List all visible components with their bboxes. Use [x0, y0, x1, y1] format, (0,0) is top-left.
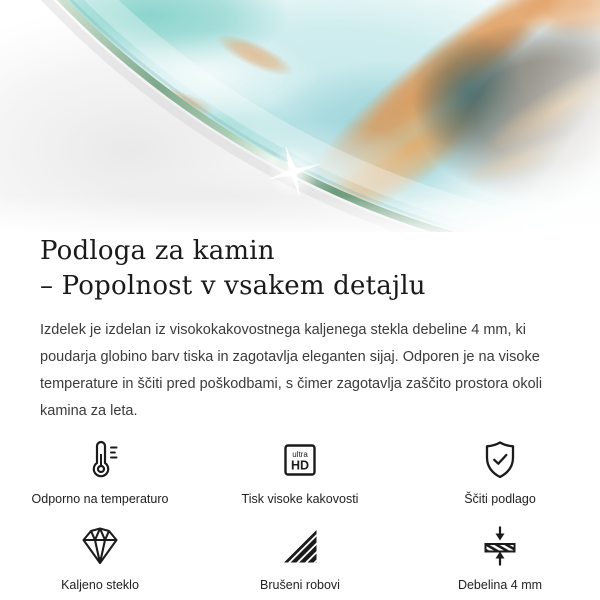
feature-label: Tisk visoke kakovosti	[241, 492, 359, 506]
feature-protects-surface	[400, 437, 600, 507]
product-info-section	[0, 234, 600, 593]
diamond-icon	[77, 523, 123, 569]
ultra-hd-icon	[277, 437, 323, 483]
beveled-edge-icon	[277, 523, 323, 569]
feature-thickness	[400, 523, 600, 593]
feature-print-quality	[200, 437, 400, 507]
title-line-1: Podloga za kamin	[40, 236, 275, 266]
feature-label: Debelina 4 mm	[457, 578, 543, 592]
feature-tempered-glass	[0, 523, 200, 593]
thermometer-icon	[77, 437, 123, 483]
feature-label: Odporno na temperaturo	[31, 492, 169, 506]
thickness-icon	[477, 523, 523, 569]
svg-text:ultra: ultra	[292, 450, 308, 459]
feature-label: Ščiti podlago	[464, 492, 536, 506]
svg-text:HD: HD	[290, 458, 310, 473]
feature-grid	[0, 437, 600, 593]
shield-check-icon	[477, 437, 523, 483]
product-photo	[0, 0, 600, 232]
feature-label: Brušeni robovi	[260, 578, 340, 592]
feature-temperature-resistant	[0, 437, 200, 507]
title-line-2: – Popolnost v vsakem detajlu	[40, 271, 426, 301]
feature-beveled-edges	[200, 523, 400, 593]
page-title	[40, 234, 560, 304]
product-description: Izdelek je izdelan iz visokokakovostnega kaljenega stekla debeline 4 mm, ki poudarja globino barv tiska in zagotavlja eleganten sijaj. Odporen je na visoke temperature in ščiti pred poškodbami, s čimer zagotavlja zaščito prostora okoli kamina za leta.	[40, 322, 543, 419]
feature-label: Kaljeno steklo	[61, 578, 139, 592]
